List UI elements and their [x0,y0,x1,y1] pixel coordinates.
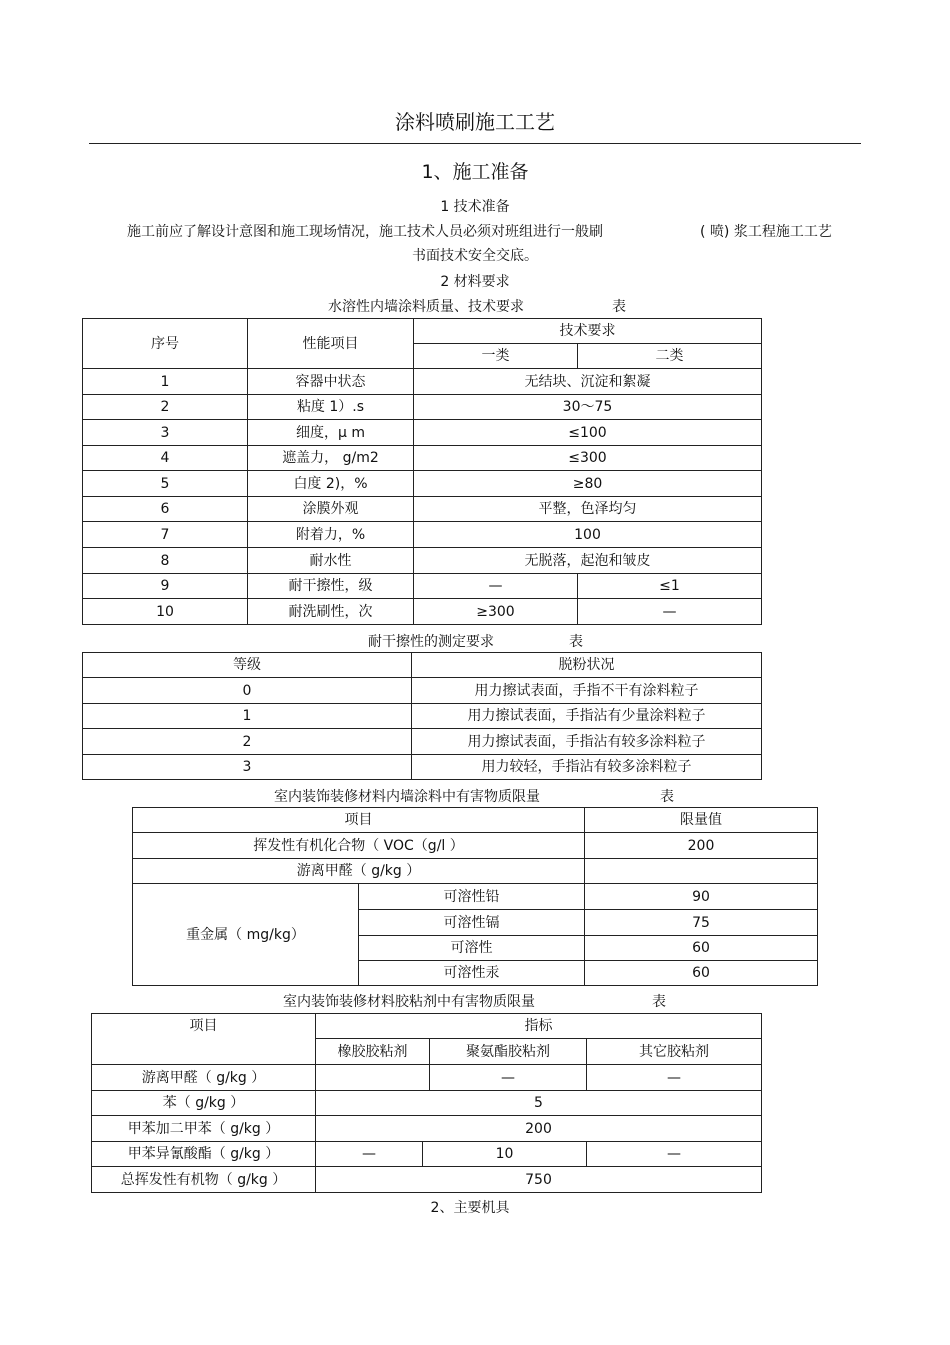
table-row [83,395,762,420]
table2-caption-suffix: 表 [569,634,583,650]
row-value: 100 [414,522,762,548]
table-row [83,522,762,548]
sub1-text-b: ( 喷) 浆工程施工工艺 [700,224,832,240]
table-row [83,497,762,522]
row-item: 粘度 1）.s [248,395,414,420]
row-item: 容器中状态 [248,369,414,395]
dry-rub-table [82,652,762,780]
row-grade: 3 [83,755,412,780]
row-value: ≥80 [414,471,762,497]
row-no: 5 [83,471,248,497]
row-item: 附着力，% [248,522,414,548]
formaldehyde-other: — [587,1065,762,1091]
row-value: ≤300 [414,446,762,471]
row-class2: — [578,599,762,625]
table3-caption-suffix: 表 [660,789,674,805]
tvoc-value: 750 [316,1167,762,1193]
header-item: 项目 [133,808,585,833]
table-row [83,678,762,704]
table3-caption: 室内装饰装修材料内墙涂料中有害物质限量 [274,789,540,805]
tdi-label: 甲苯异氰酸酯（ g/kg ） [92,1142,316,1167]
formaldehyde-label: 游离甲醛（ g/kg ） [133,859,585,884]
benzene-value: 5 [316,1091,762,1116]
section2-heading: 2、主要机具 [430,1200,510,1216]
wall-paint-hazard-table [132,807,818,986]
formaldehyde-rubber [316,1065,430,1091]
title-divider [89,143,861,144]
row-no: 3 [83,420,248,446]
header-tech: 技术要求 [414,319,762,344]
metal-value: 60 [585,961,818,986]
toluene-value: 200 [316,1116,762,1142]
adhesive-hazard-table [91,1013,762,1193]
row-item: 细度，μ m [248,420,414,446]
header-index: 指标 [316,1014,762,1039]
table-row [92,1142,762,1167]
row-no: 6 [83,497,248,522]
header-class1: 一类 [414,344,578,369]
row-class1: — [414,574,578,599]
header-state: 脱粉状况 [412,653,762,678]
table-row [83,755,762,780]
table1-caption-suffix: 表 [612,299,626,315]
row-value: 30～75 [414,395,762,420]
row-item: 白度 2)，% [248,471,414,497]
table1-caption: 水溶性内墙涂料质量、技术要求 [328,299,524,315]
quality-requirements-table [82,318,762,625]
row-value: 无结块、沉淀和絮凝 [414,369,762,395]
header-polyurethane: 聚氨酯胶粘剂 [430,1039,587,1065]
sub1-heading: 1 技术准备 [440,199,510,215]
table-row [83,369,762,395]
row-no: 7 [83,522,248,548]
table-row [83,704,762,729]
header-other: 其它胶粘剂 [587,1039,762,1065]
table-row [83,574,762,599]
table2-caption: 耐干擦性的测定要求 [368,634,494,650]
metal-name: 可溶性 [359,936,585,961]
table-row [133,859,818,884]
row-item: 耐干擦性，级 [248,574,414,599]
tdi-rubber: — [316,1142,423,1167]
row-state: 用力擦试表面，手指不干有涂料粒子 [412,678,762,704]
row-class2: ≤1 [578,574,762,599]
table-row [83,446,762,471]
metal-name: 可溶性镉 [359,910,585,936]
row-grade: 0 [83,678,412,704]
formaldehyde-value [585,859,818,884]
voc-value: 200 [585,833,818,859]
table-row [83,548,762,574]
table-row [92,1091,762,1116]
table-row [92,1167,762,1193]
row-no: 4 [83,446,248,471]
sub1-text-c: 书面技术安全交底。 [412,248,538,264]
table4-caption: 室内装饰装修材料胶粘剂中有害物质限量 [283,994,535,1010]
row-no: 2 [83,395,248,420]
header-grade: 等级 [83,653,412,678]
row-no: 8 [83,548,248,574]
row-no: 1 [83,369,248,395]
metal-name: 可溶性铅 [359,884,585,910]
doc-title: 涂料喷刷施工工艺 [395,110,555,134]
header-class2: 二类 [578,344,762,369]
row-item: 遮盖力， g/m2 [248,446,414,471]
toluene-label: 甲苯加二甲苯（ g/kg ） [92,1116,316,1142]
formaldehyde-label: 游离甲醛（ g/kg ） [92,1065,316,1091]
header-item: 性能项目 [248,319,414,369]
table-row [92,1065,762,1091]
row-grade: 2 [83,729,412,755]
table-row [83,471,762,497]
row-item: 耐洗刷性，次 [248,599,414,625]
header-rubber: 橡胶胶粘剂 [316,1039,430,1065]
row-grade: 1 [83,704,412,729]
sub2-heading: 2 材料要求 [440,274,510,290]
tdi-polyurethane: 10 [423,1142,587,1167]
sub1-text-a: 施工前应了解设计意图和施工现场情况，施工技术人员必须对班组进行一般刷 [127,224,603,240]
tdi-other: — [587,1142,762,1167]
header-no: 序号 [83,319,248,369]
tvoc-label: 总挥发性有机物（ g/kg ） [92,1167,316,1193]
voc-label: 挥发性有机化合物（ VOC（g/l ） [133,833,585,859]
table-row [83,420,762,446]
row-state: 用力较轻，手指沾有较多涂料粒子 [412,755,762,780]
row-state: 用力擦试表面，手指沾有少量涂料粒子 [412,704,762,729]
section1-heading: 1、施工准备 [421,161,529,183]
table-row [83,729,762,755]
table-row [133,884,818,910]
row-no: 9 [83,574,248,599]
heavy-metal-label: 重金属（ mg/kg） [133,884,359,986]
row-value: ≤100 [414,420,762,446]
table4-caption-suffix: 表 [652,994,666,1010]
metal-name: 可溶性汞 [359,961,585,986]
row-value: 无脱落，起泡和皱皮 [414,548,762,574]
header-limit: 限量值 [585,808,818,833]
table-row [83,599,762,625]
header-item: 项目 [92,1014,316,1065]
row-item: 耐水性 [248,548,414,574]
formaldehyde-polyurethane: — [430,1065,587,1091]
metal-value: 90 [585,884,818,910]
benzene-label: 苯（ g/kg ） [92,1091,316,1116]
row-state: 用力擦试表面，手指沾有较多涂料粒子 [412,729,762,755]
metal-value: 60 [585,936,818,961]
row-item: 涂膜外观 [248,497,414,522]
row-class1: ≥300 [414,599,578,625]
row-value: 平整，色泽均匀 [414,497,762,522]
row-no: 10 [83,599,248,625]
metal-value: 75 [585,910,818,936]
table-row [92,1116,762,1142]
table-row [133,833,818,859]
